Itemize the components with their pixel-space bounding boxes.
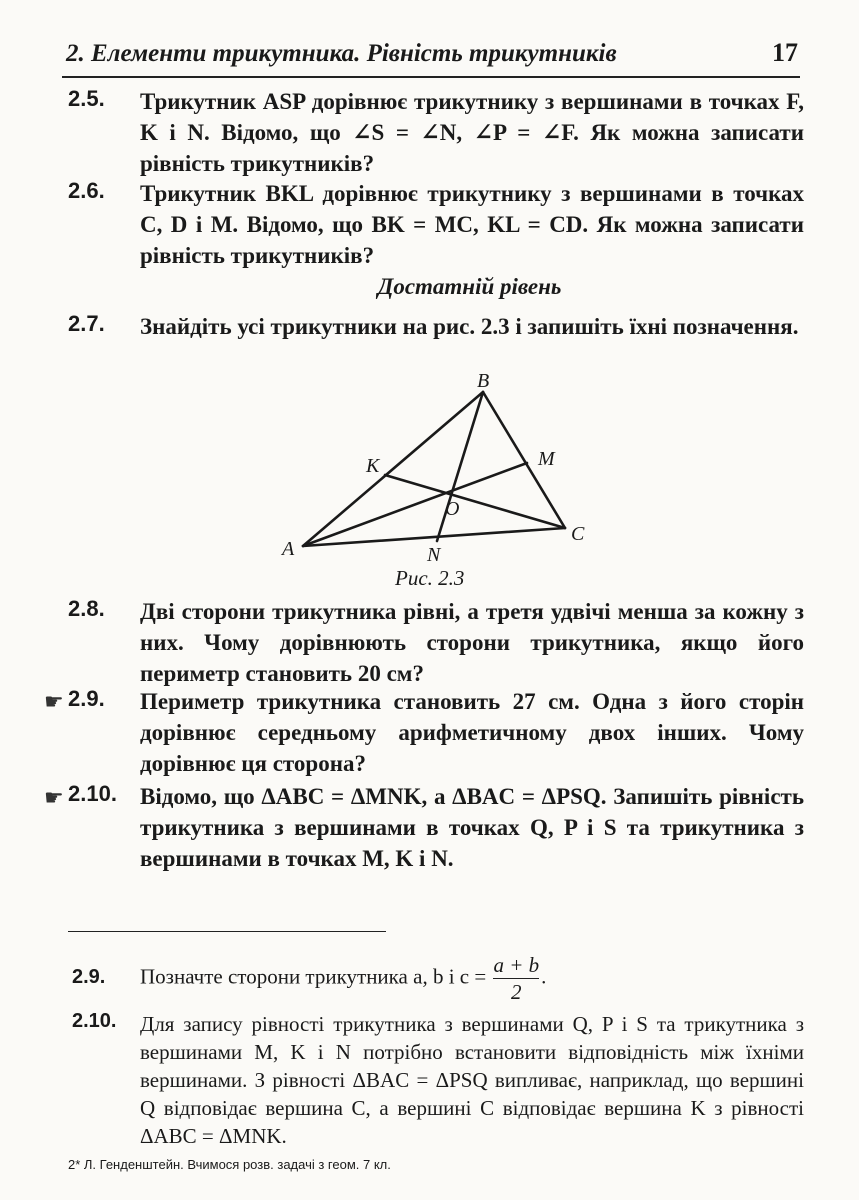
problem-2-8 [68,596,804,689]
page-footer: 2* Л. Генденштейн. Вчимося розв. задачі з геом. 7 кл. [68,1157,391,1172]
hint-text-before: Позначте сторони трикутника a, b і c = [140,964,487,989]
label-c: C [571,523,585,545]
pointing-hand-icon: ☛ [44,785,64,810]
hint-text: Для запису рівності трикутника з вершинами Q, P і S та трикутника з вершинами M, K і N потрібно встановити відповідність між їхніми вершинами. З рівності ΔBAC = ΔPSQ випливає, наприклад, що вершині Q відповідає вершина C, а вершині C відповідає вершина K з рівності ΔABC = ΔMNK. [140,1012,804,1148]
problem-number: 2.6. [68,178,105,203]
problem-2-6 [68,178,804,271]
problem-2-5 [68,86,804,179]
section-title: Достатній рівень [377,274,562,299]
problem-text: Периметр трикутника становить 27 см. Одна з його сторін дорівнює середньому арифметичному двох інших. Чому дорівнює ця сторона? [140,689,804,776]
figure-caption: Рис. 2.3 [395,566,465,590]
label-b: B [477,370,490,392]
problem-number: 2.9. [68,686,105,711]
problem-text: Знайдіть усі трикутники на рис. 2.3 і запишіть їхні позначення. [140,314,799,339]
label-m: M [538,448,555,470]
side-ab [303,392,483,546]
problem-text: Дві сторони трикутника рівні, а третя удвічі менша за кожну з них. Чому дорівнюють сторони трикутника, якщо його периметр становить 20 см? [140,599,804,686]
problem-number: 2.8. [68,596,105,621]
problem-text: Трикутник BKL дорівнює трикутнику з вершинами в точках C, D і M. Відомо, що BK = MC, KL = CD. Як можна записати рівність трикутників? [140,181,804,268]
pointing-hand-icon: ☛ [44,689,64,714]
problem-number: 2.10. [68,781,117,806]
problem-text: Відомо, що ΔABC = ΔMNK, а ΔBAC = ΔPSQ. Запишіть рівність трикутника з вершинами в точках Q, P і S та трикутника з вершинами в точках M, K і N. [140,784,804,871]
hint-2-10 [72,1010,804,1150]
hint-text [140,952,804,1005]
label-n: N [427,544,441,566]
footnote-divider [68,931,386,932]
fraction-numerator: a + b [493,953,540,977]
triangle-figure [270,365,610,595]
hint-number: 2.10. [72,1010,117,1032]
page-number: 17 [772,38,798,67]
problem-text: Трикутник ASP дорівнює трикутнику з вершинами в точках F, K і N. Відомо, що ∠S = ∠N, ∠P = ∠F. Як можна записати рівність трикутників? [140,89,804,176]
fraction-denominator: 2 [493,978,539,1005]
problem-2-7 [68,311,804,342]
problem-number: 2.7. [68,311,105,336]
label-o: O [445,498,460,520]
chapter-title: 2. Елементи трикутника. Рівність трикутників [66,40,617,67]
problem-2-10 [68,781,804,874]
problem-number: 2.5. [68,86,105,111]
hint-2-9 [72,952,804,1005]
problem-2-9 [68,686,804,779]
segment-bn [437,392,483,541]
hint-number: 2.9. [72,966,106,988]
label-a: A [282,538,295,560]
page-header [62,36,800,78]
fraction [493,952,539,1005]
label-k: K [366,455,380,477]
hint-text-after: . [541,964,547,989]
